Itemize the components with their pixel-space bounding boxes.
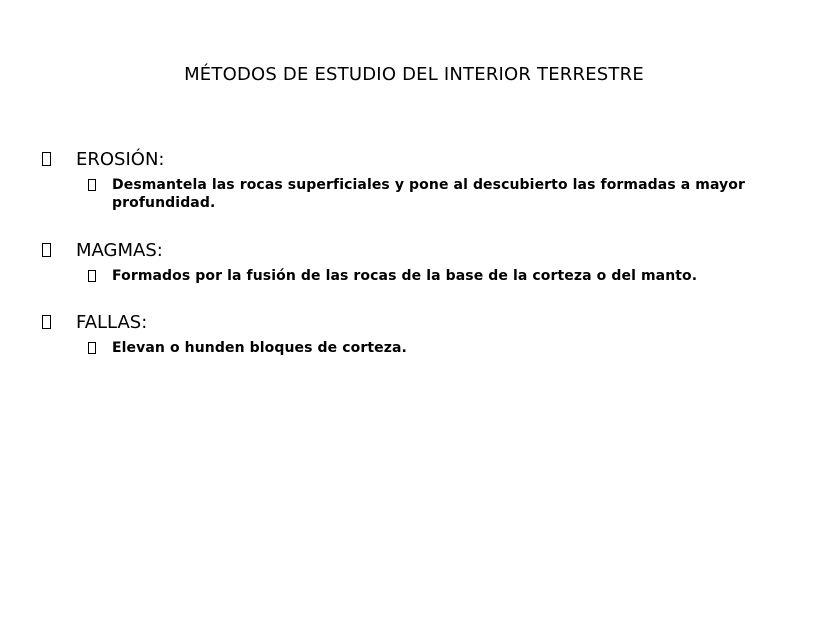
bullet-box-icon xyxy=(42,315,51,329)
list-item xyxy=(88,339,748,357)
sub-bullet-box-icon xyxy=(88,270,96,282)
sub-bullet-box-icon xyxy=(88,179,96,191)
section-heading-row xyxy=(38,238,798,262)
bullet-box-icon xyxy=(42,243,51,257)
list-item-text: Elevan o hunden bloques de corteza. xyxy=(112,340,407,356)
list-item-text: Formados por la fusión de las rocas de la base de la corteza o del manto. xyxy=(112,268,698,284)
section-heading-row xyxy=(38,147,798,171)
bullet-box-icon xyxy=(42,152,51,166)
section-magmas xyxy=(38,238,798,285)
page-title: MÉTODOS DE ESTUDIO DEL INTERIOR TERRESTRE xyxy=(184,64,644,85)
section-heading: MAGMAS: xyxy=(76,239,163,261)
section-fallas xyxy=(38,310,798,357)
sub-bullet-box-icon xyxy=(88,342,96,354)
section-heading-row xyxy=(38,310,798,334)
list-item-text: Desmantela las rocas superficiales y pone al descubierto las formadas a mayor profundidad. xyxy=(112,177,746,211)
section-heading: EROSIÓN: xyxy=(76,148,165,170)
list-item xyxy=(88,267,748,285)
list-item xyxy=(88,176,748,212)
section-erosion xyxy=(38,147,798,212)
section-heading: FALLAS: xyxy=(76,311,148,333)
